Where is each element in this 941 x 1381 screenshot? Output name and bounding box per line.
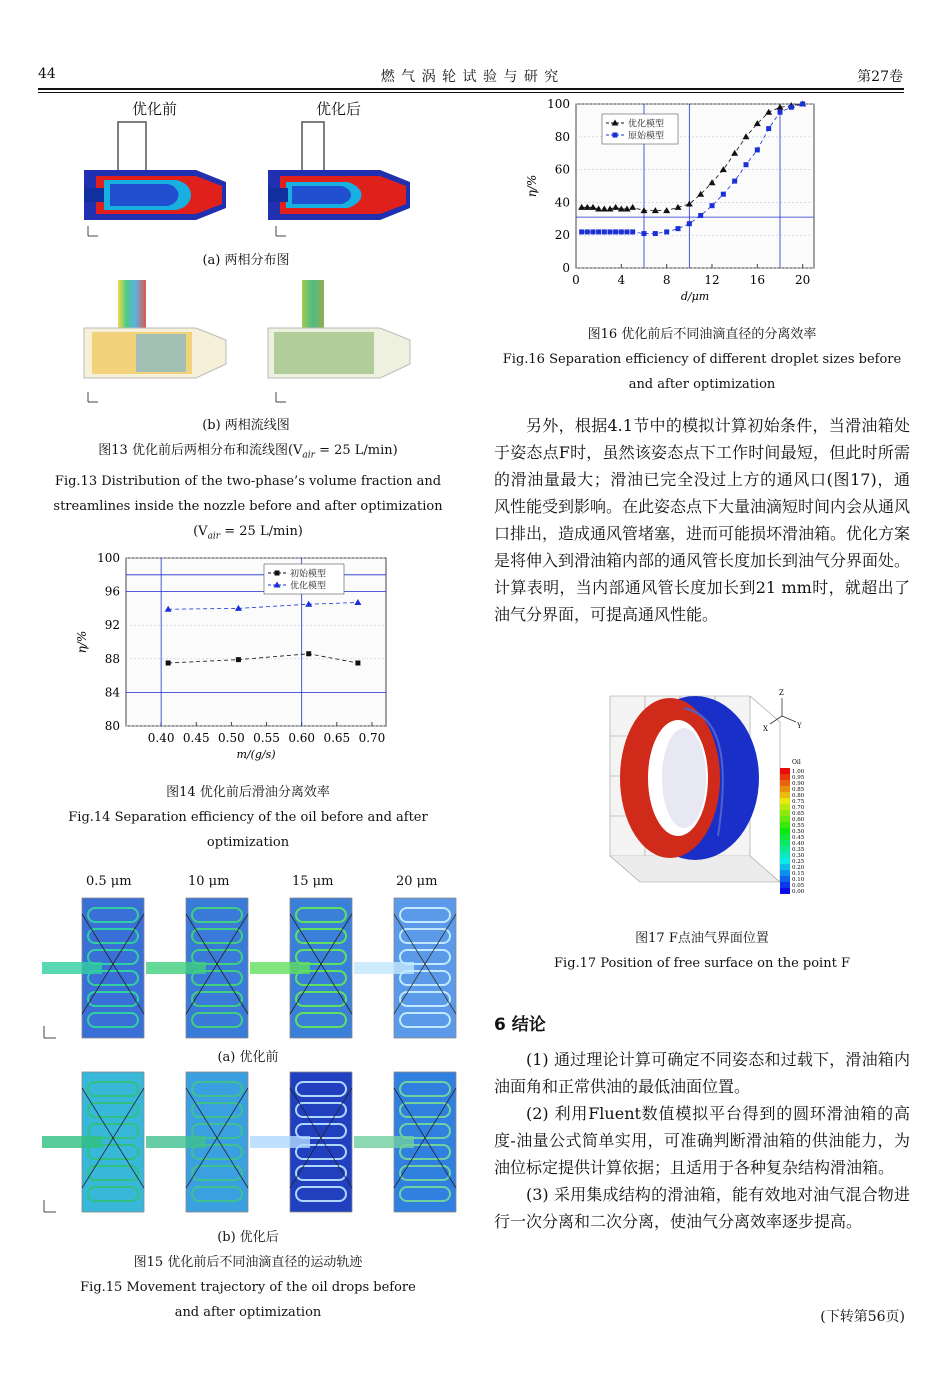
y-tick-label: 60 [554,162,570,177]
data-point [755,147,760,152]
axis-triad-icon [44,1200,56,1212]
inlet-pipe [42,1136,102,1148]
data-point [744,162,749,167]
fig15-caption: 图15 优化前后不同油滴直径的运动轨迹 Fig.15 Movement trajectory of the oil drops before and after optimization [80,1255,416,1320]
x-tick-label: 4 [617,273,626,287]
y-tick-label: 80 [104,719,120,733]
data-point [630,229,635,234]
colorbar-swatch [780,876,790,882]
conclusion-item: (1) 通过理论计算可确定不同姿态和过载下，滑油箱内油面角和正常供油的最低油面位置。 [494,1050,910,1096]
axis-z-label: Z [779,689,784,697]
colorbar-swatch [780,768,790,774]
fig15a-trajectories [38,894,458,1044]
data-point [732,179,737,184]
y-axis-label: η/% [75,630,89,654]
data-point [355,661,360,666]
fig16-caption: 图16 优化前后不同油滴直径的分离效率 Fig.16 Separation efficiency of different droplet sizes before and after optimization [502,327,902,392]
data-point [664,229,669,234]
colorbar-swatch [780,834,790,840]
conclusions [494,1046,910,1235]
colorbar-label: 0.70 [792,805,805,811]
data-point [710,203,715,208]
inlet-pipe [250,962,310,974]
y-tick-label: 100 [97,551,120,565]
legend-marker [613,133,618,138]
fig13-label-after: 优化后 [316,100,362,118]
colorbar-swatch [780,828,790,834]
x-tick-label: 0.70 [358,731,386,745]
axis-triad-icon [44,1026,56,1038]
y-tick-label: 84 [104,685,120,700]
colorbar-label: 0.55 [792,823,805,829]
colorbar-swatch [780,786,790,792]
colorbar-label: 1.00 [792,769,805,775]
y-tick-label: 80 [554,129,570,144]
data-point [766,126,771,131]
x-axis-label: m/(g/s) [236,748,276,761]
colorbar-label: 0.40 [792,841,805,847]
x-tick-label: 0.65 [323,731,351,745]
colorbar-label: 0.05 [792,883,805,889]
axis-x-label: X [763,725,768,733]
plot-area [126,558,386,726]
x-tick-label: 8 [662,273,671,287]
x-axis-label: d/μm [680,290,710,303]
volume-label: 第27卷 [857,69,903,85]
axis-y-label: Y [797,722,802,730]
continued-note: (下转第56页) [820,1309,905,1325]
colorbar-label: 0.85 [792,787,805,793]
data-point [579,229,584,234]
x-tick-label: 0.45 [182,731,210,745]
colorbar-label: 0.65 [792,811,805,817]
body-paragraph: 另外，根据4.1节中的模拟计算初始条件，当滑油箱处于姿态点F时，虽然该姿态点下工作时间最短，但此时所需的滑油量最大；滑油已完全没过上方的通风口(图17)，通风性能受到影响。在此姿态点下大量油滴短时间内会从通风口排出，造成通风管堵塞，进而可能损坏滑油箱。优化方案是将伸入到滑油箱内部的通风管长度加长到油气分界面处。计算表明，当内部通风管长度加长到21 mm时，就超出了油气分界面，可提高通风性能。 [494,416,911,624]
fig16-chart [520,96,830,314]
annular-tank [620,696,759,860]
y-tick-label: 20 [554,228,570,243]
nozzle-before [84,122,226,220]
data-point [306,651,311,656]
colorbar-swatch [780,882,790,888]
fig14-caption: 图14 优化前后滑油分离效率 Fig.14 Separation efficiency of the oil before and after optimization [68,785,428,850]
data-point [642,231,647,236]
data-point [625,229,630,234]
size-label: 10 μm [188,874,230,889]
size-label: 15 μm [292,874,334,889]
fig14-chart [70,550,400,776]
data-point [619,229,624,234]
colorbar-label: 0.10 [792,877,805,883]
colorbar-swatch [780,852,790,858]
legend-marker [275,571,280,576]
y-tick-label: 96 [104,584,120,599]
colorbar-label: 0.60 [792,817,805,823]
x-tick-label: 0 [572,273,580,287]
fig13a-phase-distribution [76,118,436,244]
x-tick-label: 20 [795,273,811,287]
inlet-pipe [146,1136,206,1148]
fig15-size-labels [38,874,458,894]
axis-triad-icon [88,226,286,236]
colorbar-swatch [780,846,790,852]
legend-label: 原始模型 [628,131,665,142]
colorbar-swatch [780,840,790,846]
data-point [698,213,703,218]
colorbar-swatch [780,804,790,810]
inlet-pipe [250,1136,310,1148]
fig15-sub-b: (b) 优化后 [217,1230,279,1245]
size-label: 20 μm [396,874,438,889]
fig13-sub-a: (a) 两相分布图 [202,253,290,268]
conclusion-item: (3) 采用集成结构的滑油箱，能有效地对油气混合物进行一次分离和二次分离，使油气分离效率逐步提高。 [494,1185,910,1231]
fig13-sub-b: (b) 两相流线图 [202,418,290,433]
inlet-pipe [42,962,102,974]
nozzle-after [268,122,410,220]
x-tick-label: 0.40 [147,731,175,745]
axis-triad-icon [770,698,796,724]
inlet-pipe [146,962,206,974]
colorbar-label: 0.90 [792,781,805,787]
colorbar-swatch [780,888,790,894]
colorbar-swatch [780,798,790,804]
section-title: 6 结论 [494,1015,546,1035]
fig15b-trajectories [38,1068,458,1218]
colorbar-label: 0.00 [792,889,805,895]
colorbar-swatch [780,810,790,816]
x-tick-label: 12 [704,273,720,287]
data-point [585,229,590,234]
header-rule-thin [38,92,904,93]
inlet-pipe [354,962,414,974]
data-point [596,229,601,234]
data-point [591,229,596,234]
colorbar-label: 0.50 [792,829,805,835]
colorbar-title: Oil [792,759,801,766]
colorbar-label: 0.20 [792,865,805,871]
fig13-caption: 图13 优化前后两相分布和流线图($V_{air} = 25$ L/min) Fig.13 Distribution of the two-phase’s volume fraction and streamlines inside the nozzle before and after optimization ($V_{air} = 25$ L/min) [53,443,443,542]
data-point [166,661,171,666]
colorbar-label: 0.75 [792,799,805,805]
data-point [800,102,805,107]
header-rule-thick [38,88,904,90]
colorbar-label: 0.35 [792,847,805,853]
colorbar-swatch [780,870,790,876]
legend-label: 优化模型 [628,119,665,130]
x-tick-label: 0.60 [288,731,316,745]
colorbar-label: 0.25 [792,859,805,865]
y-tick-label: 40 [554,195,570,210]
data-point [789,105,794,110]
y-axis-label: η/% [525,174,539,198]
colorbar-swatch [780,864,790,870]
fig17-colorbar [778,756,828,896]
colorbar-swatch [780,780,790,786]
fig15-sub-a: (a) 优化前 [217,1050,279,1065]
data-point [676,226,681,231]
x-tick-label: 16 [749,273,765,287]
fig17-caption: 图17 F点油气界面位置 Fig.17 Position of free surface on the point F [554,931,850,971]
data-point [236,657,241,662]
y-tick-label: 0 [562,261,570,275]
x-tick-label: 0.55 [253,731,280,745]
colorbar-label: 0.80 [792,793,805,799]
colorbar-label: 0.45 [792,835,805,841]
colorbar-swatch [780,816,790,822]
data-point [778,110,783,115]
fig13b-streamlines [76,278,436,408]
colorbar-swatch [780,774,790,780]
y-tick-label: 88 [104,651,120,666]
size-label: 0.5 μm [86,874,132,889]
journal-title: 燃 气 涡 轮 试 验 与 研 究 [380,69,560,85]
inlet-pipe [354,1136,414,1148]
colorbar-swatch [780,858,790,864]
page-number: 44 [38,66,56,82]
conclusion-item: (2) 利用Fluent数值模拟平台得到的圆环滑油箱的高度-油量公式简单实用，可准确判断滑油箱的供油能力，为油位标定提供计算依据；且适用于各种复杂结构滑油箱。 [494,1104,910,1177]
data-point [602,229,607,234]
data-point [687,221,692,226]
data-point [721,192,726,197]
x-tick-label: 0.50 [218,731,245,745]
axis-triad-icon [88,392,286,402]
legend-label: 初始模型 [290,569,327,580]
data-point [613,229,618,234]
colorbar-label: 0.15 [792,871,805,877]
colorbar-label: 0.95 [792,775,805,781]
colorbar-swatch [780,792,790,798]
legend-label: 优化模型 [290,581,327,592]
y-tick-label: 100 [547,97,570,111]
colorbar-label: 0.30 [792,853,805,859]
colorbar-swatch [780,822,790,828]
data-point [608,229,613,234]
fig13-label-before: 优化前 [132,100,178,118]
data-point [653,231,658,236]
y-tick-label: 92 [104,618,120,633]
